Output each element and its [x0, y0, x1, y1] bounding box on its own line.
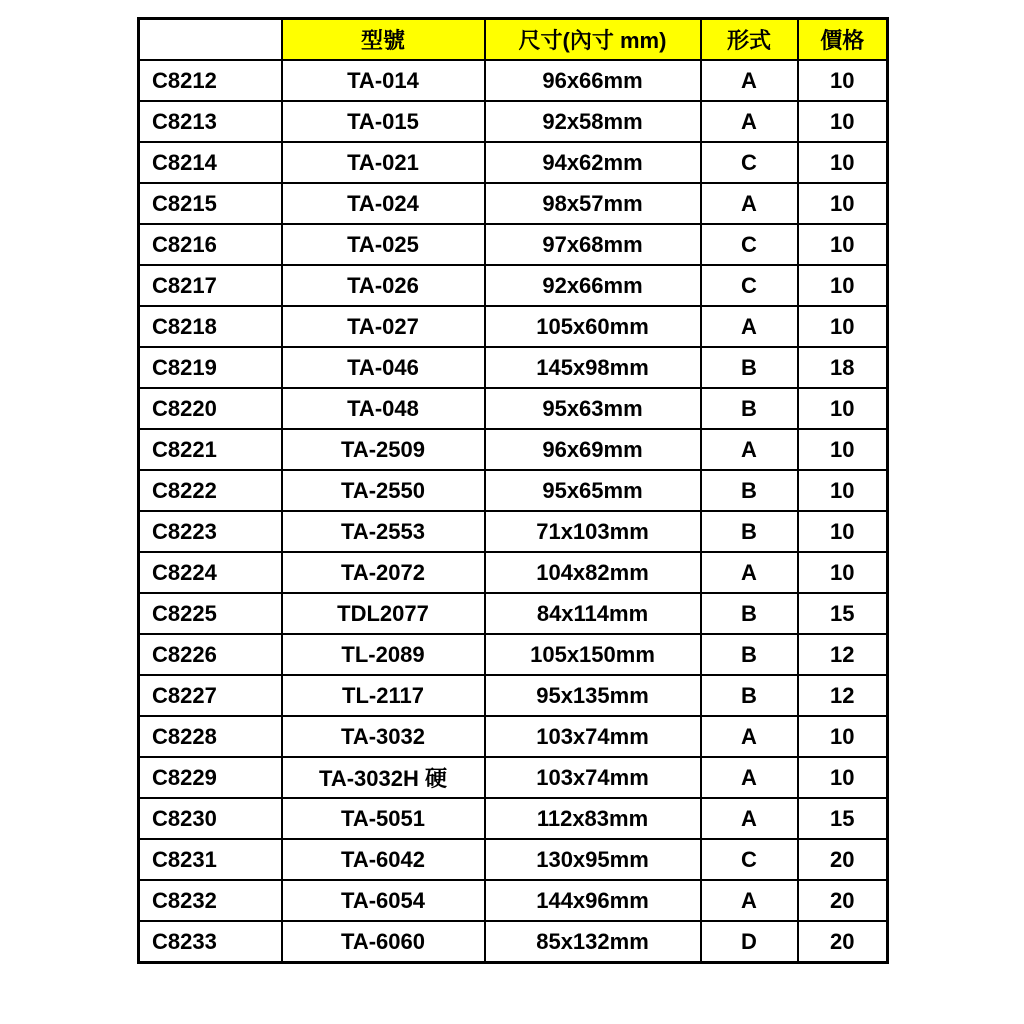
table-row — [139, 388, 888, 429]
row-size-cell: 96x66mm — [485, 60, 701, 101]
header-row — [139, 19, 888, 61]
row-code-cell: C8221 — [139, 429, 282, 470]
row-price-cell: 10 — [798, 429, 888, 470]
row-size-cell: 130x95mm — [485, 839, 701, 880]
row-code-cell: C8215 — [139, 183, 282, 224]
row-price-cell: 10 — [798, 265, 888, 306]
table-row — [139, 552, 888, 593]
table-row — [139, 716, 888, 757]
table-row — [139, 634, 888, 675]
row-size-cell: 95x65mm — [485, 470, 701, 511]
row-size-cell: 84x114mm — [485, 593, 701, 634]
table-row — [139, 880, 888, 921]
row-price-cell: 10 — [798, 224, 888, 265]
table-row — [139, 142, 888, 183]
row-size-cell: 98x57mm — [485, 183, 701, 224]
table-row — [139, 470, 888, 511]
price-table-body — [139, 60, 888, 963]
table-row — [139, 429, 888, 470]
row-model-cell: TA-025 — [282, 224, 485, 265]
row-code-cell: C8226 — [139, 634, 282, 675]
row-code-cell: C8231 — [139, 839, 282, 880]
row-model-cell: TA-3032H 硬 — [282, 757, 485, 798]
header-size: 尺寸(內寸 mm) — [485, 19, 701, 61]
row-size-cell: 94x62mm — [485, 142, 701, 183]
row-model-cell: TA-2553 — [282, 511, 485, 552]
row-size-cell: 85x132mm — [485, 921, 701, 963]
row-type-cell: A — [701, 880, 798, 921]
row-size-cell: 95x63mm — [485, 388, 701, 429]
row-code-cell: C8222 — [139, 470, 282, 511]
table-row — [139, 921, 888, 963]
row-type-cell: A — [701, 716, 798, 757]
row-price-cell: 10 — [798, 470, 888, 511]
row-price-cell: 10 — [798, 757, 888, 798]
table-row — [139, 511, 888, 552]
row-size-cell: 145x98mm — [485, 347, 701, 388]
table-row — [139, 593, 888, 634]
row-model-cell: TA-2072 — [282, 552, 485, 593]
row-code-cell: C8212 — [139, 60, 282, 101]
row-type-cell: A — [701, 552, 798, 593]
row-size-cell: 92x58mm — [485, 101, 701, 142]
row-code-cell: C8217 — [139, 265, 282, 306]
row-type-cell: A — [701, 798, 798, 839]
row-size-cell: 144x96mm — [485, 880, 701, 921]
table-row — [139, 839, 888, 880]
row-type-cell: C — [701, 224, 798, 265]
row-size-cell: 96x69mm — [485, 429, 701, 470]
price-table — [137, 17, 889, 964]
row-price-cell: 10 — [798, 142, 888, 183]
row-model-cell: TA-6060 — [282, 921, 485, 963]
row-model-cell: TA-2550 — [282, 470, 485, 511]
table-row — [139, 183, 888, 224]
row-size-cell: 112x83mm — [485, 798, 701, 839]
row-type-cell: A — [701, 757, 798, 798]
row-price-cell: 18 — [798, 347, 888, 388]
header-type: 形式 — [701, 19, 798, 61]
header-code-blank — [139, 19, 282, 61]
row-model-cell: TA-024 — [282, 183, 485, 224]
row-model-cell: TDL2077 — [282, 593, 485, 634]
row-size-cell: 105x150mm — [485, 634, 701, 675]
row-code-cell: C8216 — [139, 224, 282, 265]
row-type-cell: C — [701, 142, 798, 183]
row-code-cell: C8229 — [139, 757, 282, 798]
row-model-cell: TA-3032 — [282, 716, 485, 757]
price-table-header — [139, 19, 888, 61]
row-price-cell: 20 — [798, 880, 888, 921]
row-price-cell: 20 — [798, 839, 888, 880]
row-model-cell: TL-2089 — [282, 634, 485, 675]
row-size-cell: 97x68mm — [485, 224, 701, 265]
row-size-cell: 105x60mm — [485, 306, 701, 347]
row-model-cell: TA-014 — [282, 60, 485, 101]
row-type-cell: C — [701, 265, 798, 306]
row-model-cell: TA-048 — [282, 388, 485, 429]
row-model-cell: TA-015 — [282, 101, 485, 142]
row-code-cell: C8223 — [139, 511, 282, 552]
row-code-cell: C8219 — [139, 347, 282, 388]
row-code-cell: C8224 — [139, 552, 282, 593]
row-price-cell: 10 — [798, 183, 888, 224]
row-price-cell: 10 — [798, 101, 888, 142]
row-type-cell: B — [701, 675, 798, 716]
table-row — [139, 101, 888, 142]
row-model-cell: TA-027 — [282, 306, 485, 347]
row-size-cell: 92x66mm — [485, 265, 701, 306]
row-type-cell: A — [701, 183, 798, 224]
row-code-cell: C8230 — [139, 798, 282, 839]
row-code-cell: C8233 — [139, 921, 282, 963]
row-model-cell: TA-021 — [282, 142, 485, 183]
row-code-cell: C8213 — [139, 101, 282, 142]
row-size-cell: 71x103mm — [485, 511, 701, 552]
row-type-cell: A — [701, 429, 798, 470]
row-price-cell: 15 — [798, 798, 888, 839]
row-size-cell: 95x135mm — [485, 675, 701, 716]
row-type-cell: B — [701, 593, 798, 634]
table-row — [139, 265, 888, 306]
row-model-cell: TA-2509 — [282, 429, 485, 470]
row-size-cell: 104x82mm — [485, 552, 701, 593]
row-type-cell: B — [701, 347, 798, 388]
row-code-cell: C8232 — [139, 880, 282, 921]
row-price-cell: 10 — [798, 60, 888, 101]
row-code-cell: C8228 — [139, 716, 282, 757]
row-type-cell: B — [701, 388, 798, 429]
row-code-cell: C8227 — [139, 675, 282, 716]
header-model: 型號 — [282, 19, 485, 61]
header-price: 價格 — [798, 19, 888, 61]
row-price-cell: 10 — [798, 306, 888, 347]
row-price-cell: 20 — [798, 921, 888, 963]
table-row — [139, 675, 888, 716]
table-row — [139, 306, 888, 347]
row-model-cell: TA-046 — [282, 347, 485, 388]
table-row — [139, 347, 888, 388]
row-type-cell: B — [701, 470, 798, 511]
row-size-cell: 103x74mm — [485, 757, 701, 798]
table-row — [139, 224, 888, 265]
row-model-cell: TA-6054 — [282, 880, 485, 921]
row-size-cell: 103x74mm — [485, 716, 701, 757]
row-type-cell: A — [701, 60, 798, 101]
row-type-cell: D — [701, 921, 798, 963]
table-row — [139, 60, 888, 101]
row-type-cell: B — [701, 634, 798, 675]
row-type-cell: A — [701, 101, 798, 142]
row-model-cell: TA-6042 — [282, 839, 485, 880]
row-type-cell: B — [701, 511, 798, 552]
row-code-cell: C8220 — [139, 388, 282, 429]
row-code-cell: C8218 — [139, 306, 282, 347]
row-price-cell: 10 — [798, 388, 888, 429]
row-price-cell: 10 — [798, 552, 888, 593]
row-price-cell: 12 — [798, 634, 888, 675]
row-code-cell: C8225 — [139, 593, 282, 634]
row-price-cell: 10 — [798, 511, 888, 552]
row-type-cell: A — [701, 306, 798, 347]
row-model-cell: TL-2117 — [282, 675, 485, 716]
row-type-cell: C — [701, 839, 798, 880]
table-row — [139, 757, 888, 798]
row-model-cell: TA-5051 — [282, 798, 485, 839]
row-price-cell: 10 — [798, 716, 888, 757]
row-model-cell: TA-026 — [282, 265, 485, 306]
table-row — [139, 798, 888, 839]
row-price-cell: 15 — [798, 593, 888, 634]
row-code-cell: C8214 — [139, 142, 282, 183]
row-price-cell: 12 — [798, 675, 888, 716]
